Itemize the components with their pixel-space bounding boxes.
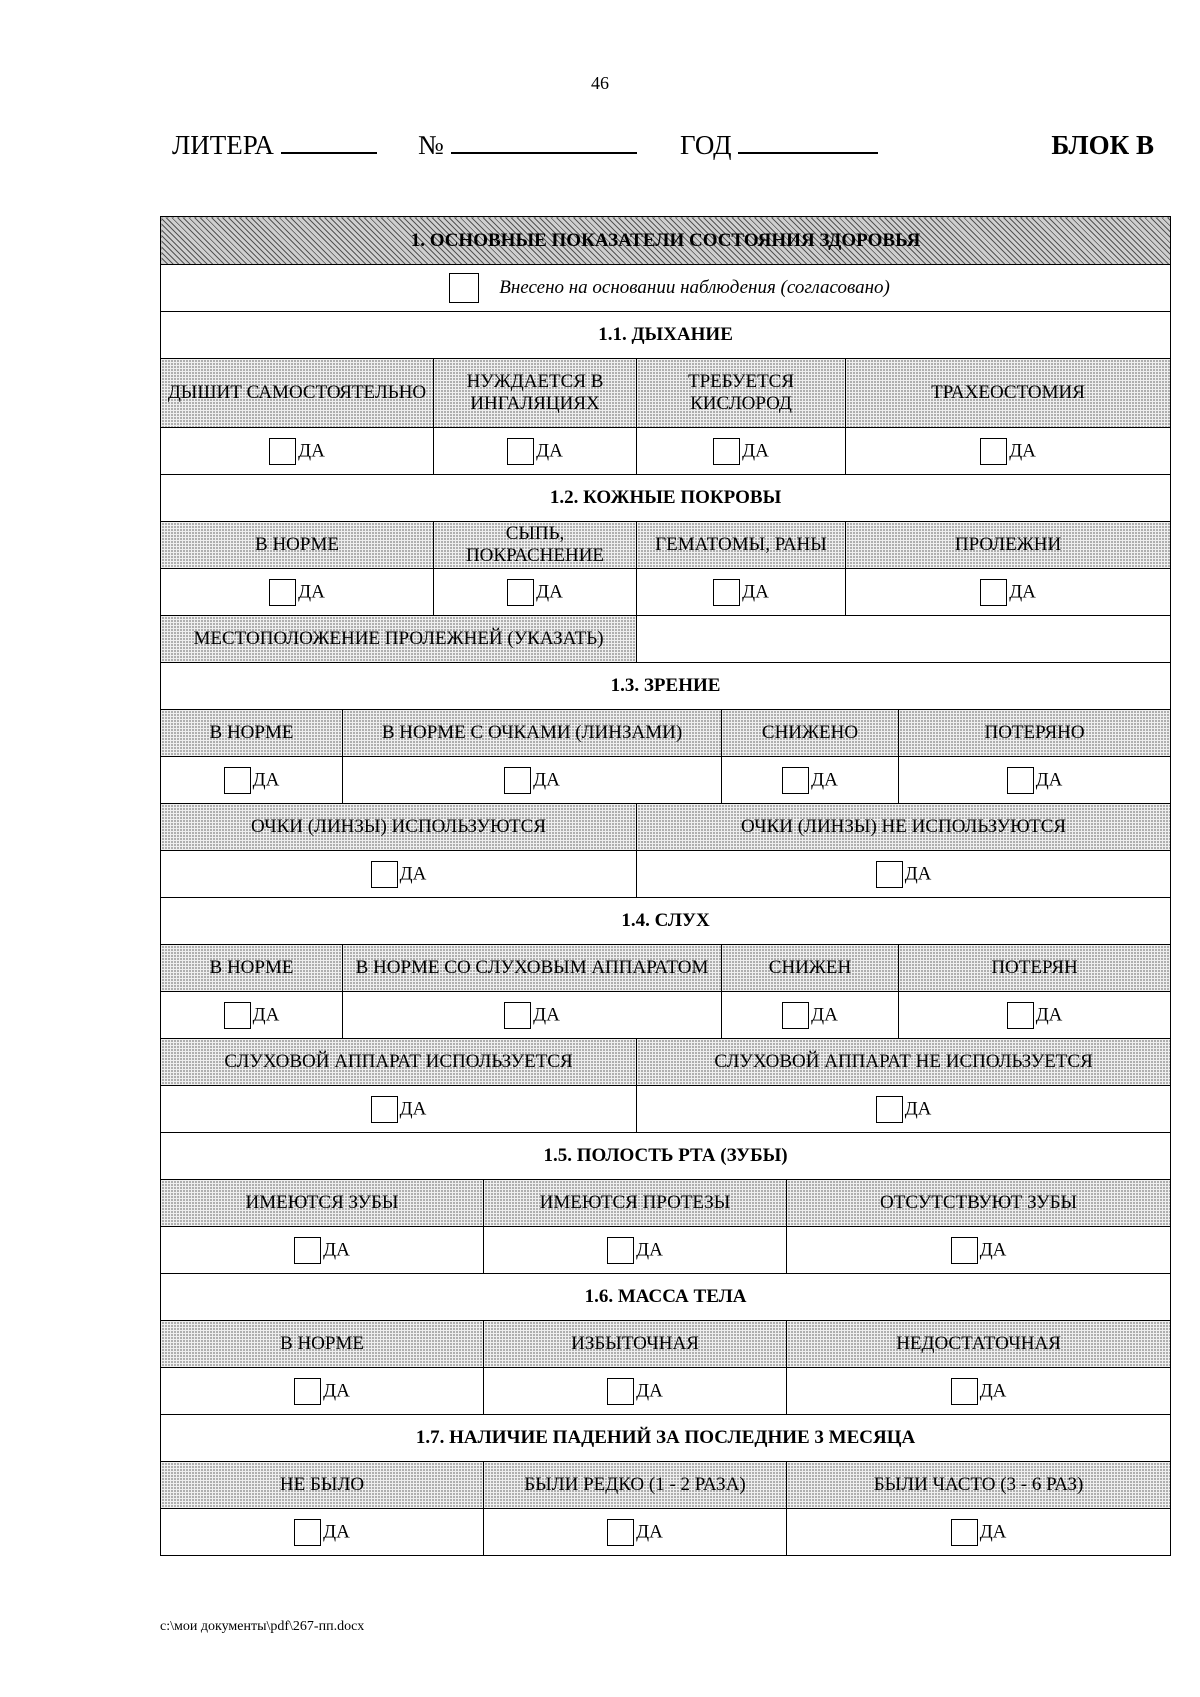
breathing-answer: [434, 428, 637, 475]
breathing-option-label: ТРЕБУЕТСЯ КИСЛОРОД: [637, 359, 846, 428]
year-blank[interactable]: [738, 130, 878, 154]
weight-option-label: ИЗБЫТОЧНАЯ: [484, 1321, 787, 1368]
number-blank[interactable]: [451, 130, 637, 154]
section-title: 1. ОСНОВНЫЕ ПОКАЗАТЕЛИ СОСТОЯНИЯ ЗДОРОВЬЯ: [161, 217, 1171, 265]
falls-option-label: БЫЛИ ЧАСТО (3 - 6 РАЗ): [787, 1462, 1171, 1509]
hearing-option-label: СНИЖЕН: [722, 945, 899, 992]
skin-option-label: ПРОЛЕЖНИ: [846, 522, 1171, 569]
mouth-title: 1.5. ПОЛОСТЬ РТА (ЗУБЫ): [161, 1133, 1171, 1180]
hearing-answer: [899, 992, 1171, 1039]
breathing-checkbox[interactable]: [269, 438, 296, 465]
breathing-option-label: НУЖДАЕТСЯ В ИНГАЛЯЦИЯХ: [434, 359, 637, 428]
yes-label: ДА: [1035, 1004, 1063, 1025]
vision-checkbox[interactable]: [504, 767, 531, 794]
mouth-option-label: ИМЕЮТСЯ ЗУБЫ: [161, 1180, 484, 1227]
yes-label: ДА: [636, 1380, 663, 1401]
yes-label: ДА: [298, 581, 325, 602]
footer-file-path: c:\мои документы\pdf\267-пп.docx: [160, 1619, 365, 1634]
falls-answer: [161, 1509, 484, 1556]
hearing-option-label: В НОРМЕ СО СЛУХОВЫМ АППАРАТОМ: [343, 945, 722, 992]
weight-checkbox[interactable]: [951, 1378, 978, 1405]
falls-answer: [787, 1509, 1171, 1556]
breathing-option-label: ДЫШИТ САМОСТОЯТЕЛЬНО: [161, 359, 434, 428]
vision-option-label: В НОРМЕ: [161, 710, 343, 757]
skin-checkbox[interactable]: [507, 579, 534, 606]
yes-label: ДА: [979, 1239, 1007, 1260]
skin-answer: [846, 569, 1171, 616]
hearing-option-label: В НОРМЕ: [161, 945, 343, 992]
observation-note: [161, 265, 1171, 312]
vision-checkbox[interactable]: [782, 767, 809, 794]
vision-checkbox[interactable]: [1007, 767, 1034, 794]
hearing-checkbox[interactable]: [782, 1002, 809, 1029]
breathing-answer: [637, 428, 846, 475]
weight-checkbox[interactable]: [607, 1378, 634, 1405]
glasses-aid-label: ОЧКИ (ЛИНЗЫ) ИСПОЛЬЗУЮТСЯ: [161, 804, 637, 851]
bedsore-location-input[interactable]: [637, 616, 1171, 663]
yes-label: ДА: [533, 769, 560, 790]
block-label: БЛОК В: [1051, 130, 1154, 160]
number-field[interactable]: [418, 130, 637, 161]
mouth-option-label: ИМЕЮТСЯ ПРОТЕЗЫ: [484, 1180, 787, 1227]
mouth-checkbox[interactable]: [294, 1237, 321, 1264]
skin-checkbox[interactable]: [713, 579, 740, 606]
hearing-option-label: ПОТЕРЯН: [899, 945, 1171, 992]
yes-label: ДА: [979, 1521, 1007, 1542]
vision-option-label: СНИЖЕНО: [722, 710, 899, 757]
breathing-option-label: ТРАХЕОСТОМИЯ: [846, 359, 1171, 428]
weight-checkbox[interactable]: [294, 1378, 321, 1405]
breathing-title: 1.1. ДЫХАНИЕ: [161, 312, 1171, 359]
weight-answer: [161, 1368, 484, 1415]
hearing-aid-label: СЛУХОВОЙ АППАРАТ НЕ ИСПОЛЬЗУЕТСЯ: [637, 1039, 1171, 1086]
yes-label: ДА: [636, 1239, 663, 1260]
yes-label: ДА: [979, 1380, 1007, 1401]
page-number: 46: [591, 73, 609, 93]
mouth-answer: [484, 1227, 787, 1274]
weight-option-label: В НОРМЕ: [161, 1321, 484, 1368]
yes-label: ДА: [742, 581, 769, 602]
glasses-aid-answer: [161, 851, 637, 898]
vision-answer: [161, 757, 343, 804]
mouth-answer: [787, 1227, 1171, 1274]
breathing-checkbox[interactable]: [980, 438, 1007, 465]
vision-option-label: ПОТЕРЯНО: [899, 710, 1171, 757]
hearing-answer: [343, 992, 722, 1039]
breathing-checkbox[interactable]: [507, 438, 534, 465]
yes-label: ДА: [323, 1521, 350, 1542]
year-label: ГОД: [680, 130, 732, 160]
skin-checkbox[interactable]: [269, 579, 296, 606]
skin-answer: [161, 569, 434, 616]
vision-answer: [899, 757, 1171, 804]
falls-checkbox[interactable]: [951, 1519, 978, 1546]
health-indicators-table: [160, 216, 1171, 1556]
weight-title: 1.6. МАССА ТЕЛА: [161, 1274, 1171, 1321]
yes-label: ДА: [536, 440, 563, 461]
number-label: №: [418, 130, 444, 160]
yes-label: ДА: [742, 440, 769, 461]
yes-label: ДА: [1035, 769, 1063, 790]
glasses-checkbox[interactable]: [371, 861, 398, 888]
litera-blank[interactable]: [281, 130, 377, 154]
falls-option-label: НЕ БЫЛО: [161, 1462, 484, 1509]
yes-label: ДА: [904, 863, 932, 884]
hearing-aid-answer: [161, 1086, 637, 1133]
hearing-title: 1.4. СЛУХ: [161, 898, 1171, 945]
hearing-aid-answer: [637, 1086, 1171, 1133]
yes-label: ДА: [399, 863, 427, 884]
observation-checkbox[interactable]: [449, 273, 479, 303]
hearing-aid-checkbox[interactable]: [371, 1096, 398, 1123]
hearing-answer: [722, 992, 899, 1039]
hearing-aid-label: СЛУХОВОЙ АППАРАТ ИСПОЛЬЗУЕТСЯ: [161, 1039, 637, 1086]
vision-checkbox[interactable]: [224, 767, 251, 794]
vision-answer: [343, 757, 722, 804]
yes-label: ДА: [323, 1239, 350, 1260]
observation-note-text: Внесено на основании наблюдения (согласовано): [499, 277, 890, 298]
weight-answer: [484, 1368, 787, 1415]
litera-field[interactable]: [172, 130, 377, 161]
falls-answer: [484, 1509, 787, 1556]
glasses-aid-label: ОЧКИ (ЛИНЗЫ) НЕ ИСПОЛЬЗУЮТСЯ: [637, 804, 1171, 851]
skin-option-label: В НОРМЕ: [161, 522, 434, 569]
hearing-checkbox[interactable]: [504, 1002, 531, 1029]
falls-checkbox[interactable]: [294, 1519, 321, 1546]
falls-option-label: БЫЛИ РЕДКО (1 - 2 РАЗА): [484, 1462, 787, 1509]
yes-label: ДА: [252, 769, 280, 790]
skin-option-label: СЫПЬ, ПОКРАСНЕНИЕ: [434, 522, 637, 569]
yes-label: ДА: [1009, 440, 1036, 461]
yes-label: ДА: [636, 1521, 663, 1542]
vision-option-label: В НОРМЕ С ОЧКАМИ (ЛИНЗАМИ): [343, 710, 722, 757]
year-field[interactable]: [680, 130, 878, 161]
skin-option-label: ГЕМАТОМЫ, РАНЫ: [637, 522, 846, 569]
yes-label: ДА: [811, 769, 838, 790]
vision-title: 1.3. ЗРЕНИЕ: [161, 663, 1171, 710]
hearing-aid-checkbox[interactable]: [876, 1096, 903, 1123]
skin-checkbox[interactable]: [980, 579, 1007, 606]
falls-title: 1.7. НАЛИЧИЕ ПАДЕНИЙ ЗА ПОСЛЕДНИЕ 3 МЕСЯЦА: [161, 1415, 1171, 1462]
yes-label: ДА: [533, 1004, 560, 1025]
skin-answer: [637, 569, 846, 616]
glasses-aid-answer: [637, 851, 1171, 898]
bedsore-location-label: МЕСТОПОЛОЖЕНИЕ ПРОЛЕЖНЕЙ (УКАЗАТЬ): [161, 616, 637, 663]
hearing-checkbox[interactable]: [224, 1002, 251, 1029]
breathing-answer: [161, 428, 434, 475]
mouth-checkbox[interactable]: [607, 1237, 634, 1264]
yes-label: ДА: [298, 440, 325, 461]
yes-label: ДА: [536, 581, 563, 602]
skin-answer: [434, 569, 637, 616]
yes-label: ДА: [323, 1380, 350, 1401]
yes-label: ДА: [1009, 581, 1036, 602]
hearing-checkbox[interactable]: [1007, 1002, 1034, 1029]
litera-label: ЛИТЕРА: [172, 130, 274, 160]
falls-checkbox[interactable]: [607, 1519, 634, 1546]
breathing-checkbox[interactable]: [713, 438, 740, 465]
yes-label: ДА: [811, 1004, 838, 1025]
yes-label: ДА: [399, 1098, 427, 1119]
hearing-answer: [161, 992, 343, 1039]
mouth-answer: [161, 1227, 484, 1274]
weight-answer: [787, 1368, 1171, 1415]
yes-label: ДА: [904, 1098, 932, 1119]
glasses-checkbox[interactable]: [876, 861, 903, 888]
yes-label: ДА: [252, 1004, 280, 1025]
breathing-answer: [846, 428, 1171, 475]
mouth-checkbox[interactable]: [951, 1237, 978, 1264]
skin-title: 1.2. КОЖНЫЕ ПОКРОВЫ: [161, 475, 1171, 522]
vision-answer: [722, 757, 899, 804]
mouth-option-label: ОТСУТСТВУЮТ ЗУБЫ: [787, 1180, 1171, 1227]
weight-option-label: НЕДОСТАТОЧНАЯ: [787, 1321, 1171, 1368]
